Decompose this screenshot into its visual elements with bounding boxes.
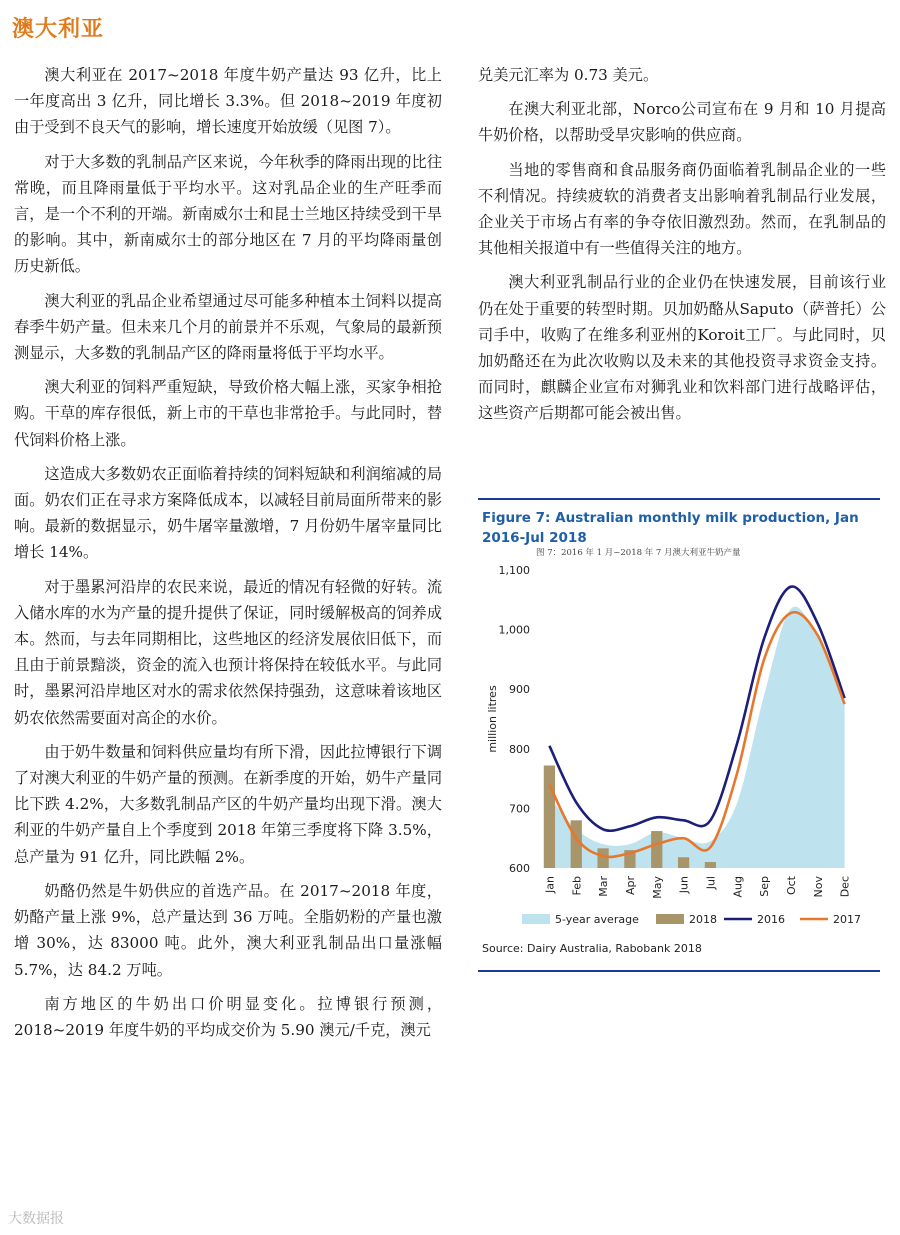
y-axis-label: million litres bbox=[486, 685, 499, 753]
legend-label: 2018 bbox=[689, 913, 717, 926]
paragraph: 兑美元汇率为 0.73 美元。 bbox=[478, 66, 659, 84]
x-tick-label: Oct bbox=[784, 876, 798, 896]
x-tick-label: Jul bbox=[704, 876, 718, 890]
x-tick-label: Sep bbox=[758, 876, 772, 897]
y-tick-label: 700 bbox=[509, 802, 530, 816]
paragraph: 澳大利亚乳制品行业的企业仍在快速发展，目前该行业仍在处于重要的转型时期。贝加奶酪从Saputo（萨普托）公司手中，收购了在维多利亚州的Koroit工厂。与此同时，贝加奶酪还在为此次收购以及未来的其他投资寻求资金支持。而同时，麒麟企业宣布对狮乳业和饮料部门进行战略评估，这些资产后期都可能会被出售。 bbox=[478, 273, 886, 423]
paragraph: 对于大多数的乳制品产区来说，今年秋季的降雨出现的比往常晚，而且降雨量低于平均水平。这对乳品企业的生产旺季而言，是一个不利的开端。新南威尔士和昆士兰地区持续受到干旱的影响。其中，新南威尔士的部分地区在 7 月的平均降雨量创历史新低。 bbox=[14, 152, 442, 276]
legend-label: 2017 bbox=[833, 913, 861, 926]
x-tick-label: Jun bbox=[677, 876, 691, 894]
paragraph: 澳大利亚的乳品企业希望通过尽可能多种植本土饲料以提高春季牛奶产量。但未来几个月的前景并不乐观，气象局的最新预测显示，大多数的乳制品产区的降雨量将低于平均水平。 bbox=[14, 291, 442, 363]
x-tick-label: Dec bbox=[838, 876, 852, 898]
chart-source: Source: Dairy Australia, Rabobank 2018 bbox=[482, 942, 702, 955]
chart-title: Figure 7: Australian monthly milk production, Jan 2016-Jul 2018 bbox=[482, 510, 859, 546]
y-tick-label: 1,100 bbox=[498, 564, 530, 577]
paragraph: 这造成大多数奶农正面临着持续的饲料短缺和利润缩减的局面。奶农们正在寻求方案降低成本，以减轻目前局面所带来的影响。最新的数据显示，奶牛屠宰量激增，7 月份奶牛屠宰量同比增长 14%。 bbox=[14, 464, 442, 562]
x-tick-label: Nov bbox=[811, 876, 825, 898]
paragraph: 当地的零售商和食品服务商仍面临着乳制品企业的一些不利情况。持续疲软的消费者支出影响着乳制品行业发展，企业关于市场占有率的争夺依旧激烈劲。然而，在乳制品的其他相关报道中有一些值得关注的地方。 bbox=[478, 160, 886, 258]
x-tick-label: Feb bbox=[570, 876, 584, 896]
paragraph: 由于奶牛数量和饲料供应量均有所下滑，因此拉博银行下调了对澳大利亚的牛奶产量的预测。在新季度的开始，奶牛产量同比下跌 4.2%，大多数乳制品产区的牛奶产量均出现下滑。澳大利亚的牛奶产量自上个季度到 2018 年第三季度将下降 3.5%，总产量为 91 亿升，同比跌幅 2%。 bbox=[14, 742, 442, 866]
left-column bbox=[14, 62, 442, 1051]
y-tick-label: 900 bbox=[509, 683, 530, 697]
page-title: 澳大利亚 bbox=[12, 17, 105, 42]
y-tick-label: 600 bbox=[509, 862, 530, 875]
right-column bbox=[478, 62, 886, 435]
bar-2018 bbox=[705, 862, 716, 868]
x-tick-label: Aug bbox=[731, 876, 745, 898]
bar-2018 bbox=[544, 765, 555, 868]
bar-2018 bbox=[678, 857, 689, 868]
x-tick-label: May bbox=[650, 876, 664, 899]
chart-subtitle: 图 7：2016 年 1 月~2018 年 7 月澳大利亚牛奶产量 bbox=[536, 548, 741, 558]
legend-swatch-2018 bbox=[656, 914, 684, 924]
paragraph: 奶酪仍然是牛奶供应的首选产品。在 2017~2018 年度，奶酪产量上涨 9%，总产量达到 36 万吨。全脂奶粉的产量也激增 30%，达 83000 吨。此外，澳大利亚乳制品出口量涨幅 5.7%，达 84.2 万吨。 bbox=[14, 881, 442, 979]
x-tick-label: Apr bbox=[623, 876, 637, 896]
bar-2018 bbox=[597, 848, 608, 868]
paragraph: 在澳大利亚北部，Norco公司宣布在 9 月和 10 月提高牛奶价格，以帮助受旱灾影响的供应商。 bbox=[478, 100, 886, 145]
x-tick-label: Mar bbox=[597, 876, 611, 897]
legend-swatch-5-year-average bbox=[522, 914, 550, 924]
series-area-5-year-average bbox=[549, 607, 844, 868]
figure-7 bbox=[478, 498, 880, 972]
watermark: 大数据报 bbox=[8, 1211, 64, 1227]
milk-production-chart bbox=[478, 500, 880, 940]
paragraph: 澳大利亚的饲料严重短缺，导致价格大幅上涨，买家争相抢购。干草的库存很低，新上市的干草也非常抢手。与此同时，替代饲料价格上涨。 bbox=[14, 378, 442, 449]
paragraph: 南方地区的牛奶出口价明显变化。拉博银行预测，2018~2019 年度牛奶的平均成交价为 5.90 澳元/千克，澳元 bbox=[14, 994, 442, 1039]
legend-label: 2016 bbox=[757, 913, 785, 926]
paragraph: 澳大利亚在 2017~2018 年度牛奶产量达 93 亿升，比上一年度高出 3 亿升，同比增长 3.3%。但 2018~2019 年度初由于受到不良天气的影响，增长速度开始放缓（见图 7）。 bbox=[14, 66, 442, 137]
x-tick-label: Jan bbox=[543, 876, 557, 893]
bar-2018 bbox=[651, 831, 662, 868]
paragraph: 对于墨累河沿岸的农民来说，最近的情况有轻微的好转。流入储水库的水为产量的提升提供了保证，同时缓解极高的饲养成本。然而，与去年同期相比，这些地区的经济发展依旧低下，而且由于前景黯淡，资金的流入也预计将保持在较低水平。与此同时，墨累河沿岸地区对水的需求依然保持强劲，这意味着该地区奶农依然需要面对高企的水价。 bbox=[14, 577, 442, 727]
legend-label: 5-year average bbox=[555, 913, 639, 926]
y-tick-label: 1,000 bbox=[498, 623, 530, 637]
y-tick-label: 800 bbox=[509, 742, 530, 756]
